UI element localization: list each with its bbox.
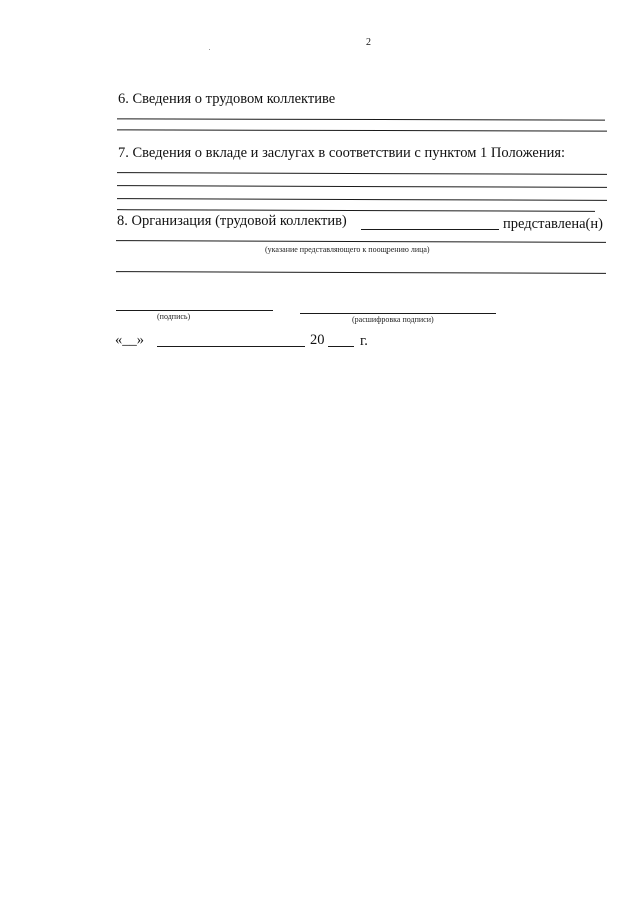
date-year-line [328,346,354,347]
section-7-line-1 [117,172,607,175]
section-7-line-2 [117,185,607,188]
section-8-heading: 8. Организация (трудовой коллектив) [117,213,347,229]
date-year-prefix: 20 [310,332,325,348]
signature-line [116,310,273,311]
section-6-heading: 6. Сведения о трудовом коллективе [118,91,336,107]
signature-decode-line [300,313,496,314]
scan-dot [209,49,210,50]
page-number: 2 [366,37,371,48]
section-7-heading: 7. Сведения о вкладе и заслугах в соответствии с пунктом 1 Положения: [118,145,566,161]
section-8-heading-end: представлена(н) [503,216,603,232]
section-6-line-2 [117,129,607,131]
section-8-line-1 [116,240,606,243]
section-8-line-2 [116,271,606,274]
signature-decode-label: (расшифровка подписи) [352,315,434,324]
section-7-line-4 [117,209,595,212]
section-8-org-field [361,229,499,230]
date-day-quote: «__» [115,332,144,348]
signature-label: (подпись) [157,312,191,321]
date-month-line [157,346,305,347]
section-8-hint: (указание представляющего к поощрению лица) [265,245,430,254]
section-6-line-1 [117,118,605,120]
date-year-suffix: г. [360,333,368,349]
section-7-line-3 [117,198,607,201]
